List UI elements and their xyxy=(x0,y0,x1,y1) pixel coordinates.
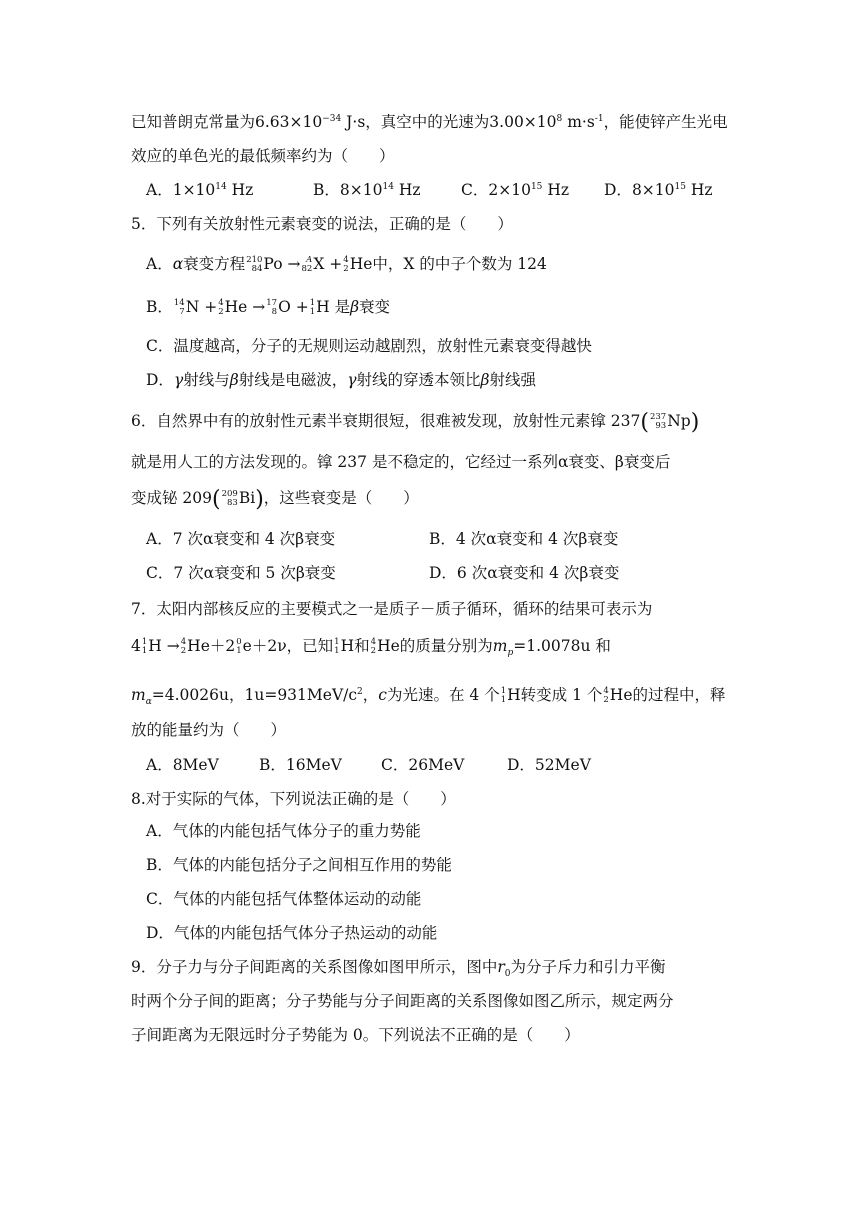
q6-option-b: B．4 次α衰变和 4 次β衰变 xyxy=(429,530,619,548)
q4-line-1 xyxy=(131,112,728,132)
alpha-decay-equation: 210 84 Po → A 82 X + 4 2 He xyxy=(246,255,373,274)
q8-option-c: C．气体的内能包括气体整体运动的动能 xyxy=(146,890,422,908)
q7-line-4: 放的能量约为（ ） xyxy=(131,721,287,739)
q7-option-a: A．8MeV xyxy=(146,756,219,774)
q8-option-a: A．气体的内能包括气体分子的重力势能 xyxy=(146,822,421,840)
fusion-equation: 4 1 1 H → 4 2 He＋2 0 1 e＋2ν xyxy=(131,637,287,656)
q5-option-b: B． 14 7 N + 4 2 He → 17 8 O + 1 1 H 是β衰变 xyxy=(146,298,391,317)
nuclear-reaction-equation: 14 7 N + 4 2 He → 17 8 O + 1 1 H xyxy=(173,298,335,317)
q4-option-d: D．$8\times 10^{15}$ Hz xyxy=(604,181,713,199)
q8-option-b: B．气体的内能包括分子之间相互作用的势能 xyxy=(146,856,452,874)
q5-stem: 5．下列有关放射性元素衰变的说法，正确的是（ ） xyxy=(131,215,513,233)
q6-line-3: 变成铋 209( 209 83 Bi)，这些衰变是（ ） xyxy=(131,487,419,512)
q7-option-c: C．26MeV xyxy=(381,756,465,774)
q4-line-2: 效应的单色光的最低频率约为（ ） xyxy=(131,147,395,165)
light-speed: $3.00\times 10^8$ $m\cdot s^{-1}$ xyxy=(489,113,604,131)
q6-option-c: C．7 次α衰变和 5 次β衰变 xyxy=(146,564,336,582)
q6-line-1: 6．自然界中有的放射性元素半衰期很短，很难被发现，放射性元素镎 237( 237 93 Np) xyxy=(131,410,700,435)
q6-option-a: A．7 次α衰变和 4 次β衰变 xyxy=(146,530,336,548)
q4-option-a: A．$1\times 10^{14}$ Hz xyxy=(146,181,254,199)
q4-text: ，真空中的光速为 xyxy=(365,113,490,131)
q7-line-1: 7．太阳内部核反应的主要模式之一是质子－质子循环，循环的结果可表示为 xyxy=(131,600,653,618)
q9-line-3: 子间距离为无限远时分子势能为 0。下列说法不正确的是（ ） xyxy=(131,1026,580,1044)
q7-line-2: 4 1 1 H → 4 2 He＋2 0 1 e＋2ν，已知 1 1 H和 4 2 He的质量分别为$m_p=1.0078u$ 和 xyxy=(131,637,611,659)
q6-option-d: D．6 次α衰变和 4 次β衰变 xyxy=(429,564,620,582)
q6-line-2: 就是用人工的方法发现的。镎 237 是不稳定的，它经过一系列α衰变、β衰变后 xyxy=(131,453,671,471)
q8-option-d: D．气体的内能包括气体分子热运动的动能 xyxy=(146,924,438,942)
q8-stem: 8.对于实际的气体，下列说法正确的是（ ） xyxy=(131,790,456,808)
q5-option-a: A．α衰变方程 210 84 Po → A 82 X + 4 2 He中，X 的中子个数为 124 xyxy=(146,255,547,274)
q4-text: 已知普朗克常量为 xyxy=(131,113,256,131)
bismuth-symbol: ( 209 83 Bi) xyxy=(212,487,264,512)
planck-constant: $6.63\times 10^{-34}$ J·s xyxy=(255,113,366,131)
q9-line-1: 9．分子力与分子间距离的关系图像如图甲所示，图中$r_0$为分子斥力和引力平衡 xyxy=(131,958,666,980)
q4-text: ，能使锌产生光电 xyxy=(603,113,728,131)
q4-option-c: C．$2\times 10^{15}$ Hz xyxy=(461,181,570,199)
q7-line-3: $m_\alpha=4.0026u$，$1u=931MeV/c^2$，c为光速。在 4 个 1 1 H转变成 1 个 4 2 He的过程中，释 xyxy=(131,686,726,708)
q7-option-b: B．16MeV xyxy=(259,756,342,774)
neptunium-symbol: ( 237 93 Np) xyxy=(640,410,700,435)
q5-option-c: C．温度越高，分子的无规则运动越剧烈，放射性元素衰变得越快 xyxy=(146,337,592,355)
q4-option-b: B．$8\times 10^{14}$ Hz xyxy=(313,181,421,199)
q9-line-2: 时两个分子间的距离；分子势能与分子间距离的关系图像如图乙所示，规定两分 xyxy=(131,992,674,1010)
q7-option-d: D．52MeV xyxy=(507,756,591,774)
q5-option-d: D．γ射线与β射线是电磁波，γ射线的穿透本领比β射线强 xyxy=(146,371,536,389)
